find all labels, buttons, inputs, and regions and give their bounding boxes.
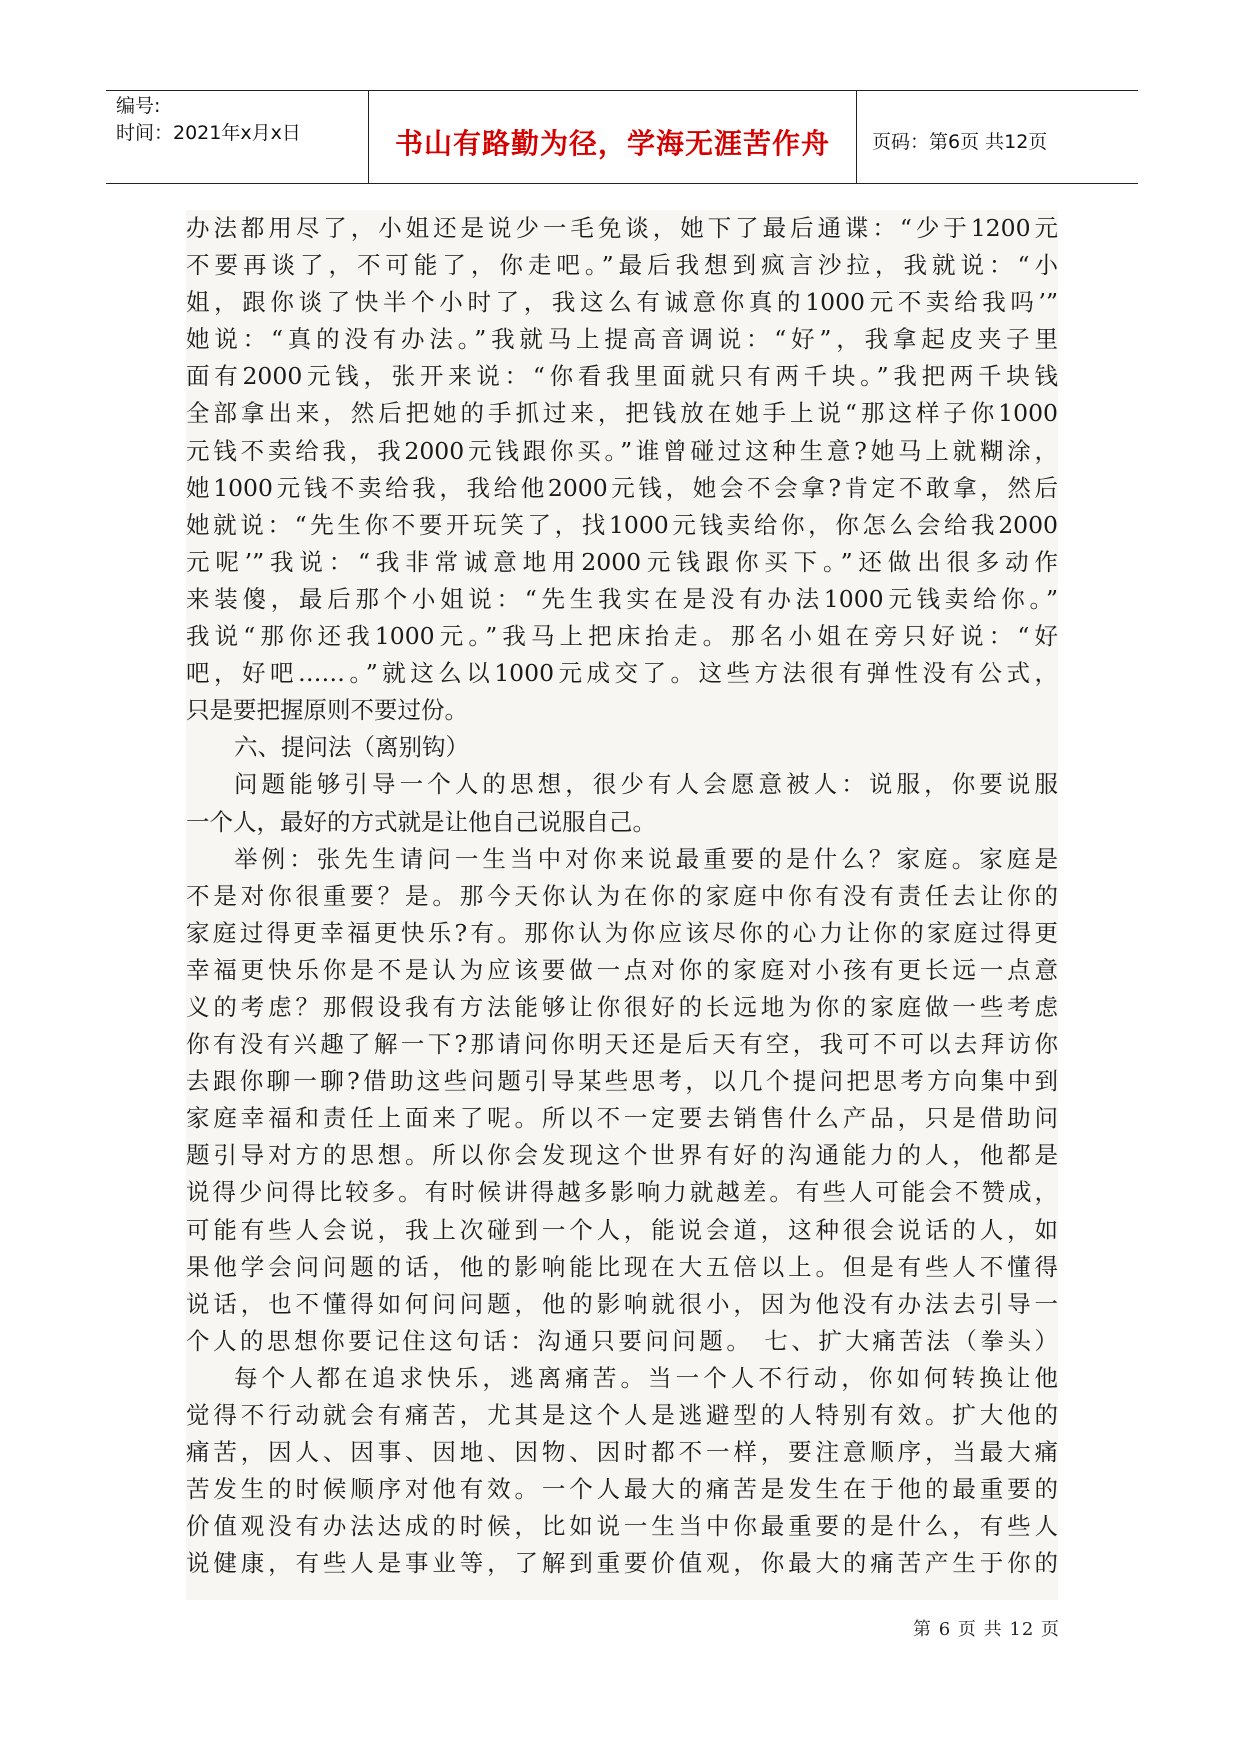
text-line: 痛苦，因人、因事、因地、因物、因时都不一样，要注意顺序，当最大痛	[186, 1438, 1058, 1467]
text-line: 她1000元钱不卖给我，我给他2000元钱，她会不会拿?肯定不敢拿，然后	[186, 473, 1058, 502]
text-line: 来装傻，最后那个小姐说：“先生我实在是没有办法1000元钱卖给你。”	[186, 584, 1058, 613]
text-line: 你有没有兴趣了解一下?那请问你明天还是后天有空，我可不可以去拜访你	[186, 1030, 1058, 1059]
text-line: 一个人，最好的方式就是让他自己说服自己。	[186, 807, 656, 836]
text-line: 个人的思想你要记住这句话：沟通只要问问题。 七、扩大痛苦法（拳头）	[186, 1326, 1058, 1355]
text-line: 举例：张先生请问一生当中对你来说最重要的是什么？家庭。家庭是	[234, 844, 1058, 873]
section-heading: 六、提问法（离别钩）	[234, 733, 469, 762]
text-line: 家庭幸福和责任上面来了呢。所以不一定要去销售什么产品，只是借助问	[186, 1104, 1058, 1133]
header-motto: 书山有路勤为径，学海无涯苦作舟	[394, 126, 830, 160]
page-header	[106, 90, 1138, 184]
text-line: 她就说：“先生你不要开玩笑了，找1000元钱卖给你，你怎么会给我2000	[186, 510, 1058, 539]
text-line: 义的考虑？那假设我有方法能够让你很好的长远地为你的家庭做一些考虑	[186, 992, 1058, 1021]
page-footer: 第 6 页 共 12 页	[913, 1619, 1060, 1640]
text-line: 说健康，有些人是事业等，了解到重要价值观，你最大的痛苦产生于你的	[186, 1549, 1058, 1578]
text-line: 元呢’”我说：“我非常诚意地用2000元钱跟你买下。”还做出很多动作	[186, 547, 1058, 576]
text-line: 说得少问得比较多。有时候讲得越多影响力就越差。有些人可能会不赞成，	[186, 1178, 1058, 1207]
text-line: 不是对你很重要？是。那今天你认为在你的家庭中你有没有责任去让你的	[186, 881, 1058, 910]
text-line: 去跟你聊一聊?借助这些问题引导某些思考，以几个提问把思考方向集中到	[186, 1067, 1058, 1096]
text-line: 觉得不行动就会有痛苦，尤其是这个人是逃避型的人特别有效。扩大他的	[186, 1401, 1058, 1429]
text-line: 家庭过得更幸福更快乐?有。那你认为你应该尽你的心力让你的家庭过得更	[186, 918, 1058, 947]
text-line: 办法都用尽了，小姐还是说少一毛免谈，她下了最后通谍：“少于1200元	[186, 214, 1058, 242]
header-divider	[856, 91, 857, 184]
text-line: 苦发生的时候顺序对他有效。一个人最大的痛苦是发生在于他的最重要的	[186, 1475, 1058, 1504]
text-line: 题引导对方的思想。所以你会发现这个世界有好的沟通能力的人，他都是	[186, 1141, 1058, 1170]
text-line: 问题能够引导一个人的思想，很少有人会愿意被人：说服，你要说服	[234, 770, 1058, 799]
text-line: 只是要把握原则不要过份。	[186, 696, 468, 725]
serial-number-label: 编号:	[116, 95, 161, 117]
text-line: 说话，也不懂得如何问问题，他的影响就很小，因为他没有办法去引导一	[186, 1289, 1058, 1318]
text-line: 可能有些人会说，我上次碰到一个人，能说会道，这种很会说话的人，如	[186, 1215, 1058, 1244]
text-line: 不要再谈了，不可能了，你走吧。”最后我想到疯言沙拉，我就说：“小	[186, 251, 1058, 280]
text-line: 幸福更快乐你是不是认为应该要做一点对你的家庭对小孩有更长远一点意	[186, 955, 1058, 984]
text-line: 她说：“真的没有办法。”我就马上提高音调说：“好”，我拿起皮夹子里	[186, 325, 1058, 354]
text-line: 全部拿出来，然后把她的手抓过来，把钱放在她手上说“那这样子你1000	[186, 399, 1058, 428]
text-line: 价值观没有办法达成的时候，比如说一生当中你最重要的是什么，有些人	[186, 1512, 1058, 1541]
document-body	[186, 210, 1058, 1600]
text-line: 吧，好吧……。”就这么以1000元成交了。这些方法很有弹性没有公式，	[186, 659, 1058, 688]
text-line: 面有2000元钱，张开来说：“你看我里面就只有两千块。”我把两千块钱	[186, 362, 1058, 391]
text-line: 果他学会问问题的话，他的影响能比现在大五倍以上。但是有些人不懂得	[186, 1252, 1058, 1281]
text-line: 每个人都在追求快乐，逃离痛苦。当一个人不行动，你如何转换让他	[234, 1363, 1058, 1392]
header-meta	[116, 93, 370, 147]
text-line: 元钱不卖给我，我2000元钱跟你买。”谁曾碰过这种生意?她马上就糊涂，	[186, 436, 1058, 465]
time-label: 时间：2021年x月x日	[116, 122, 301, 144]
header-page-number: 页码：第6页 共12页	[872, 131, 1048, 153]
text-line: 我说“那你还我1000元。”我马上把床抬走。那名小姐在旁只好说：“好	[186, 622, 1058, 651]
text-line: 姐，跟你谈了快半个小时了，我这么有诚意你真的1000元不卖给我吗’”	[186, 288, 1058, 317]
